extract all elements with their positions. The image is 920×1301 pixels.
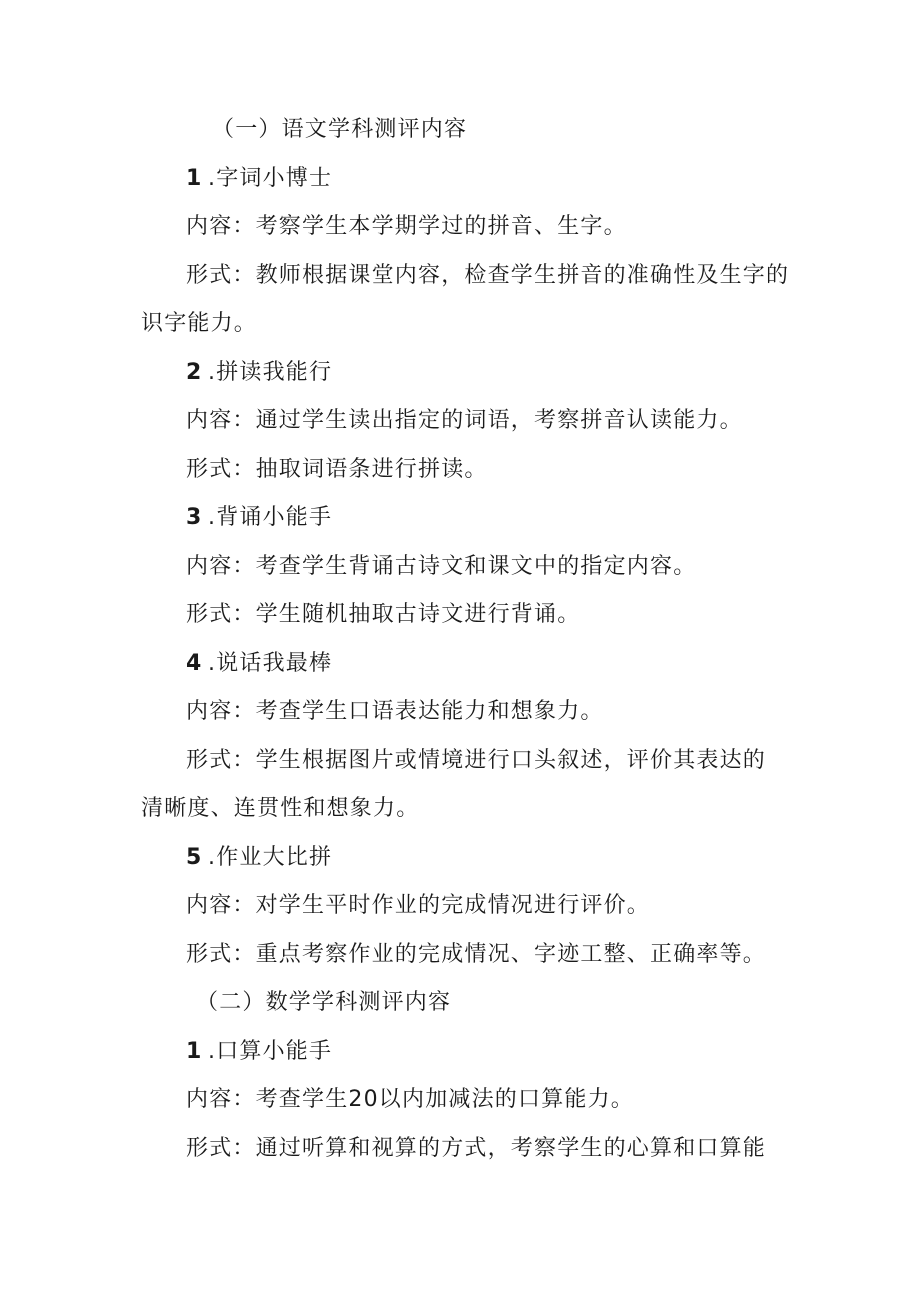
item-form: 形式：学生根据图片或情境进行口头叙述，评价其表达的 xyxy=(186,748,767,773)
item-title xyxy=(186,843,332,873)
section-heading-chinese: （一）语文学科测评内容 xyxy=(212,117,468,142)
item-content: 内容：通过学生读出指定的词语，考察拼音认读能力。 xyxy=(186,408,743,433)
item-title xyxy=(186,503,332,533)
item-content: 内容：考查学生口语表达能力和想象力。 xyxy=(186,699,604,724)
item-number: 2 xyxy=(186,360,203,385)
item-form-continued: 识字能力。 xyxy=(141,311,258,336)
item-content: 内容：考查学生20以内加减法的口算能力。 xyxy=(186,1087,634,1112)
item-form: 形式：学生随机抽取古诗文进行背诵。 xyxy=(186,602,581,627)
item-number: 1 xyxy=(186,1039,203,1064)
item-form: 形式：教师根据课堂内容，检查学生拼音的准确性及生字的 xyxy=(186,263,790,288)
item-content: 内容：对学生平时作业的完成情况进行评价。 xyxy=(186,893,651,918)
item-number: 3 xyxy=(186,505,203,530)
item-content: 内容：考查学生背诵古诗文和课文中的指定内容。 xyxy=(186,554,697,579)
item-title xyxy=(186,358,332,388)
item-title-text: .拼读我能行 xyxy=(208,360,333,385)
item-title xyxy=(186,164,332,194)
item-form-continued: 清晰度、连贯性和想象力。 xyxy=(141,796,420,821)
item-title-text: .说话我最棒 xyxy=(208,651,333,676)
item-form: 形式：重点考察作业的完成情况、字迹工整、正确率等。 xyxy=(186,942,767,967)
item-form: 形式：通过听算和视算的方式，考察学生的心算和口算能 xyxy=(186,1136,767,1161)
item-number: 4 xyxy=(186,651,203,676)
item-number: 1 xyxy=(186,166,203,191)
item-title-text: .背诵小能手 xyxy=(208,505,333,530)
item-title-text: .作业大比拼 xyxy=(208,845,333,870)
item-form: 形式：抽取词语条进行拼读。 xyxy=(186,457,488,482)
item-title xyxy=(186,649,332,679)
item-number: 5 xyxy=(186,845,203,870)
item-title-text: .字词小博士 xyxy=(208,166,333,191)
item-content: 内容：考察学生本学期学过的拼音、生字。 xyxy=(186,214,627,239)
item-title-text: .口算小能手 xyxy=(208,1039,333,1064)
section-heading-math: （二）数学学科测评内容 xyxy=(196,990,452,1015)
item-title xyxy=(186,1037,332,1067)
